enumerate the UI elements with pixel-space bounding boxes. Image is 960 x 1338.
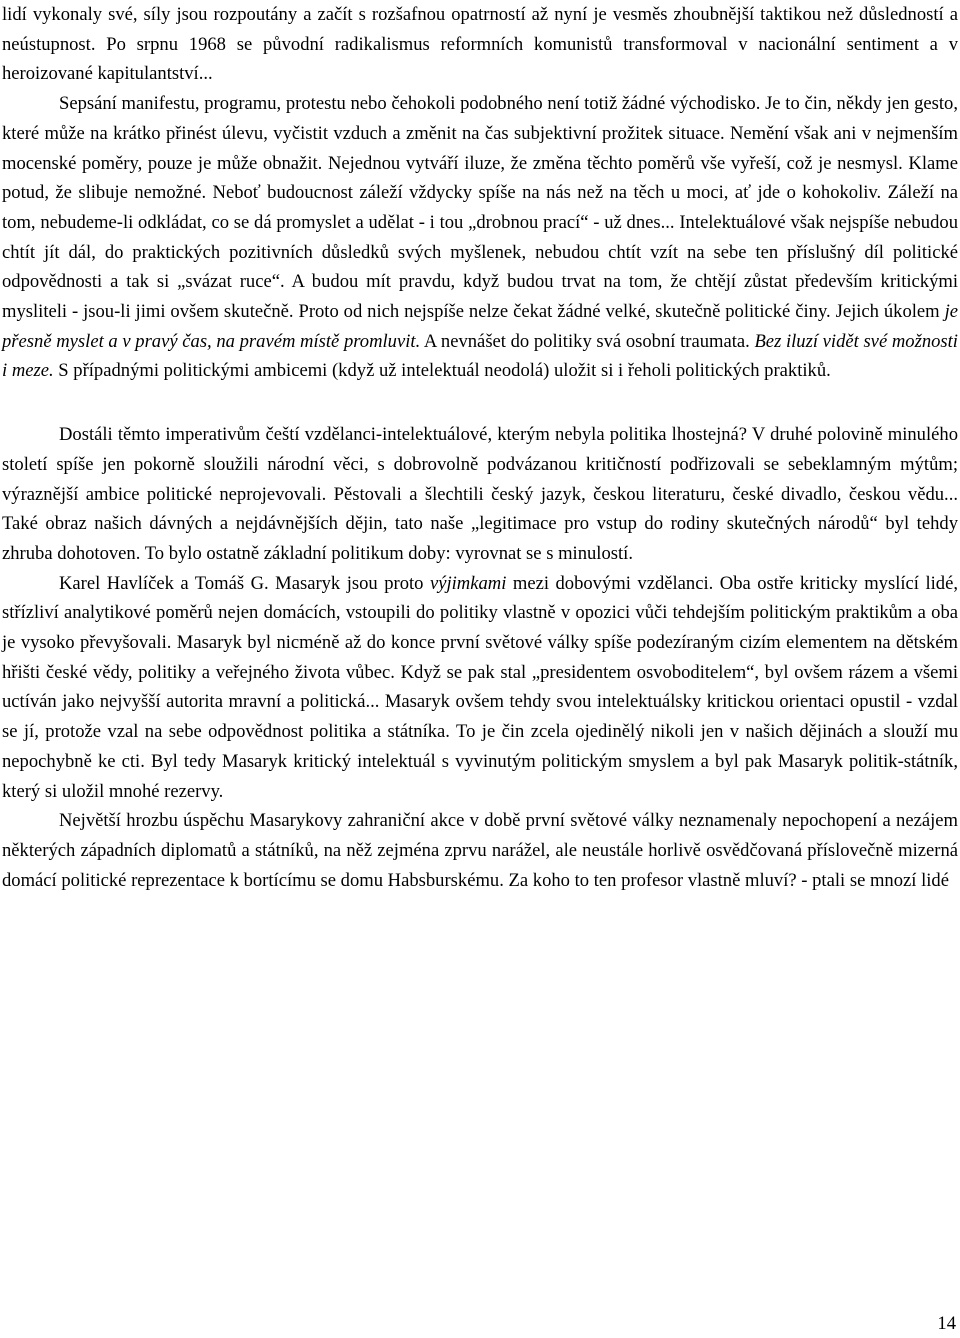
paragraph-2-emphasis-2: Bez iluzí vidět své možnosti i meze. [2, 330, 958, 382]
paragraph-2-text-3: S případnými politickými ambicemi (když už intelektuál neodolá) uložit si i řeholi politických praktiků. [53, 360, 831, 382]
paragraph-1-text: lidí vykonaly své, síly jsou rozpoutány a začít s rozšafnou opatrností až nyní je vesměs zhoubnější taktikou než důsledností a neústupnost. Po srpnu 1968 se původní radikalismus reformních komunistů transformoval v nacionální sentiment a v heroizované kapitulantství... [2, 4, 958, 85]
paragraph-4-text: Karel Havlíček a Tomáš G. Masaryk jsou proto [59, 572, 430, 594]
paragraph-5 [2, 806, 958, 895]
paragraph-2-text-2: A nevnášet do politiky svá osobní traumata. [420, 330, 755, 352]
paragraph-5-text: Největší hrozbu úspěchu Masarykovy zahraniční akce v době první světové války neznamenaly nepochopení a nezájem některých západních diplomatů a státníků, na něž zejména zprvu narážel, ale neustále horlivě osvědčovaná příslovečně mizerná domácí politické reprezentace k bortícímu se domu Habsburskému. Za koho to ten profesor vlastně mluví? - ptali se mnozí lidé [2, 810, 958, 891]
body-text [2, 0, 958, 895]
page-number: 14 [937, 1313, 956, 1334]
paragraph-2-emphasis-1: je přesně myslet a v pravý čas, na pravém místě promluvit. [2, 301, 958, 352]
paragraph-2 [2, 89, 958, 386]
paragraph-1 [2, 0, 958, 89]
paragraph-4-emphasis-1: výjimkami [429, 572, 507, 594]
paragraph-4 [2, 569, 958, 807]
paragraph-3-text: Dostáli těmto imperativům čeští vzdělanci-intelektuálové, kterým nebyla politika lhostejná? V druhé polovině minulého století spíše jen pokorně sloužili národní věci, s dobrovolně podvázanou kritičností podřizovali se sebeklamným mýtům; výraznější ambice politické neprojevovali. Pěstovali a šlechtili český jazyk, českou literaturu, české divadlo, českou vědu... Také obraz našich dávných a nejdávnějších dějin, tato naše „legitimace pro vstup do rodiny skutečných národů“ byl tehdy zhruba dohotoven. To bylo ostatně základní politikum doby: vyrovnat se s minulostí. [2, 424, 958, 564]
paragraph-4-text-2: mezi dobovými vzdělanci. Oba ostře kriticky myslící lidé, střízliví analytikové poměrů nejen domácích, vstoupili do politiky vlastně v opozici vůči tehdejším politickým praktikům a oba je vysoko převyšovali. Masaryk byl nicméně až do konce první světové války spíše podezíraným cizím elementem na dětském hřišti české vědy, politiky a veřejného života vůbec. Když se pak stal „presidentem osvoboditelem“, byl ovšem rázem a všemi uctíván jako nejvyšší autorita mravní a politická... Masaryk ovšem tehdy svou intelektuálsky kritickou orientaci opustil - vzdal se jí, protože vzal na sebe odpovědnost politika a státníka. To je čin zcela ojedinělý nikoli jen v našich dějinách a slouží mu nepochybně ke cti. Byl tedy Masaryk kritický intelektuál s vyvinutým politickým smyslem a byl pak Masaryk politik-státník, který si uložil mnohé rezervy. [2, 572, 958, 802]
paragraph-3 [2, 420, 958, 569]
paragraph-2-text: Sepsání manifestu, programu, protestu nebo čehokoli podobného není totiž žádné východisko. Je to čin, někdy jen gesto, které může na krátko přinést úlevu, vyčistit vzduch a změnit na čas subjektivní prožitek situace. Nemění však ani v nejmenším mocenské poměry, pouze je může obnažit. Nejednou vytváří iluze, že změna těchto poměrů vše vyřeší, což je nesmysl. Klame potud, že slibuje nemožné. Neboť budoucnost záleží vždycky spíše na nás než na těch u moci, ať jde o kohokoliv. Záleží na tom, nebudeme-li odkládat, co se dá promyslet a udělat - i tou „drobnou prací“ - už dnes... Intelektuálové však nejspíše nebudou chtít jít dál, do praktických pozitivních důsledků svých myšlenek, nebudou chtít vzít na sebe ten příslušný díl politické odpovědnosti a tak si „svázat ruce“. A budou mít pravdu, když budou trvat na tom, že chtějí zůstat především kritickými mysliteli - jsou-li jimi ovšem skutečně. Proto od nich nejspíše nelze čekat žádné velké, skutečně politické činy. Jejich úkolem [2, 93, 958, 323]
